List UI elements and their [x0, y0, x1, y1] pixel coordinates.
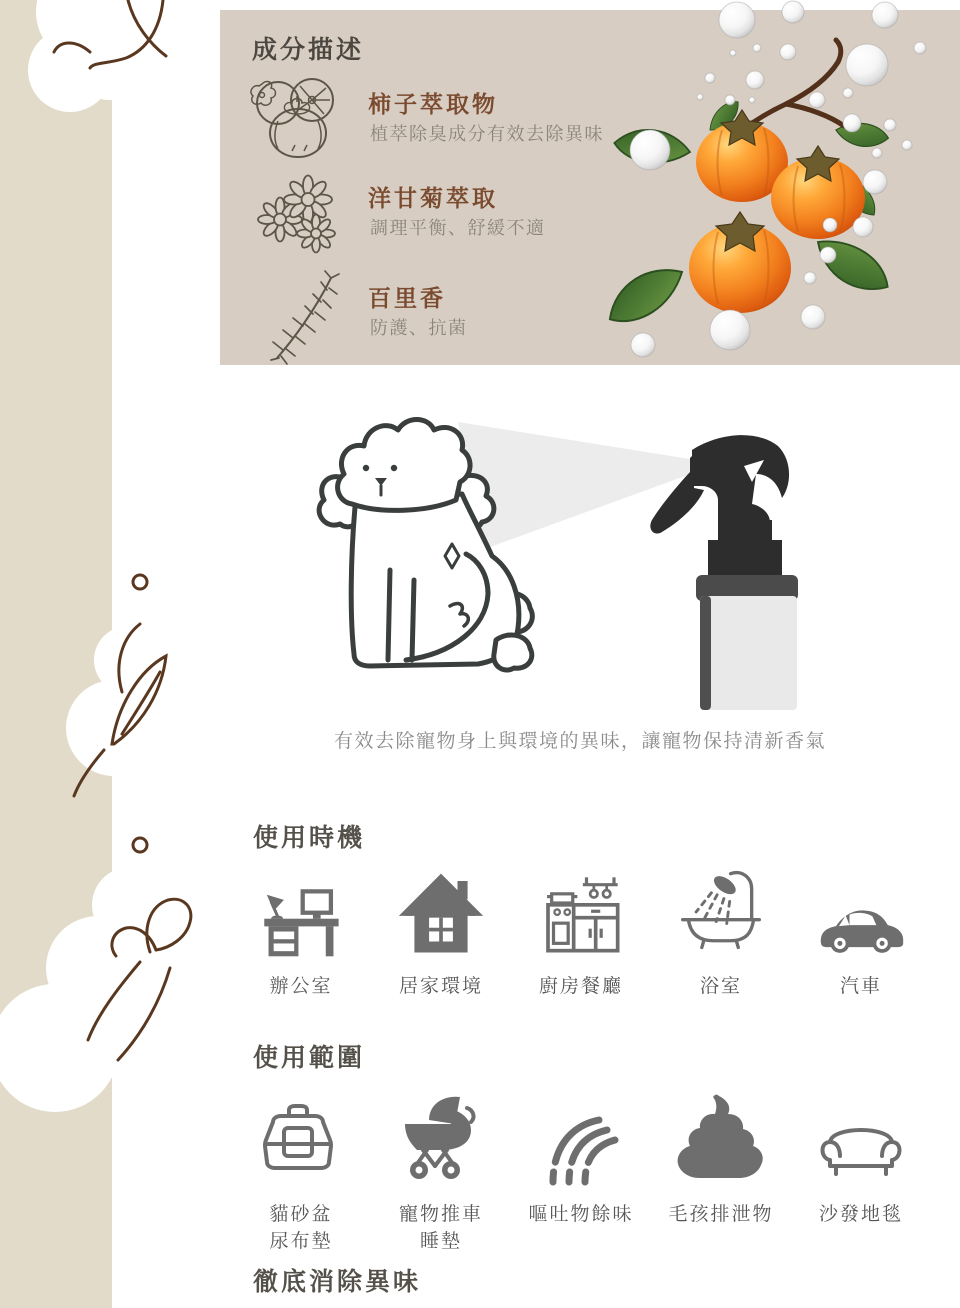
- usage-scope-item: [515, 1082, 647, 1255]
- icon-label: 嘔吐物餘味: [528, 1204, 634, 1225]
- icon-label: 寵物推車 睡墊: [398, 1204, 483, 1252]
- bathroom-icon: [675, 862, 767, 958]
- usage-scope-item: [655, 1082, 787, 1255]
- stroller-icon: [393, 1082, 489, 1186]
- ingredient-name: 柿子萃取物: [368, 91, 498, 117]
- usage-timing-row: [235, 862, 927, 1001]
- ingredient-desc: 調理平衡、舒緩不適: [370, 218, 546, 238]
- usage-scope-item: [235, 1082, 367, 1255]
- ingredient-name: 洋甘菊萃取: [368, 185, 498, 211]
- home-icon: [395, 862, 487, 958]
- usage-timing-title: 使用時機: [253, 824, 366, 852]
- usage-timing-item: [235, 862, 367, 1001]
- car-icon: [815, 862, 907, 958]
- icon-label: 浴室: [699, 976, 742, 997]
- dot-ring-icon: [133, 838, 147, 852]
- usage-scope-item: [795, 1082, 927, 1255]
- icon-label: 廚房餐廳: [538, 976, 623, 997]
- sofa-icon: [813, 1082, 909, 1186]
- usage-timing-item: [375, 862, 507, 1001]
- usage-timing-item: [655, 862, 787, 1001]
- persimmon-sketch-icon: [248, 72, 348, 164]
- icon-label: 毛孩排泄物: [668, 1204, 774, 1225]
- ingredient-desc: 防護、抗菌: [370, 318, 468, 338]
- decorative-sidebar: [0, 0, 220, 1308]
- ingredients-panel: [220, 10, 960, 365]
- ingredients-title: 成分描述: [252, 36, 365, 64]
- chamomile-sketch-icon: [250, 172, 350, 260]
- odor-waves-icon: [533, 1082, 629, 1186]
- usage-scope-row: [235, 1082, 927, 1255]
- icon-label: 居家環境: [398, 976, 483, 997]
- usage-scope-title: 使用範圍: [253, 1044, 366, 1072]
- spray-demo-caption: 有效去除寵物身上與環境的異味，讓寵物保持清新香氣: [333, 731, 826, 752]
- spray-demo-illustration: [300, 408, 810, 718]
- pet-carrier-icon: [253, 1082, 349, 1186]
- icon-label: 汽車: [839, 976, 882, 997]
- kitchen-icon: [535, 862, 627, 958]
- bottom-section-title: 徹底消除異味: [253, 1268, 422, 1296]
- office-icon: [255, 862, 347, 958]
- dot-ring-icon: [133, 575, 147, 589]
- ingredient-desc: 植萃除臭成分有效去除異味: [370, 124, 604, 144]
- poop-icon: [673, 1082, 769, 1186]
- thyme-sketch-icon: [266, 266, 348, 366]
- icon-label: 貓砂盆 尿布墊: [269, 1204, 333, 1252]
- usage-scope-item: [375, 1082, 507, 1255]
- usage-timing-item: [515, 862, 647, 1001]
- usage-timing-item: [795, 862, 927, 1001]
- icon-label: 沙發地毯: [818, 1204, 903, 1225]
- ingredient-name: 百里香: [368, 285, 446, 311]
- persimmon-illustration: [590, 0, 960, 365]
- icon-label: 辦公室: [269, 976, 333, 997]
